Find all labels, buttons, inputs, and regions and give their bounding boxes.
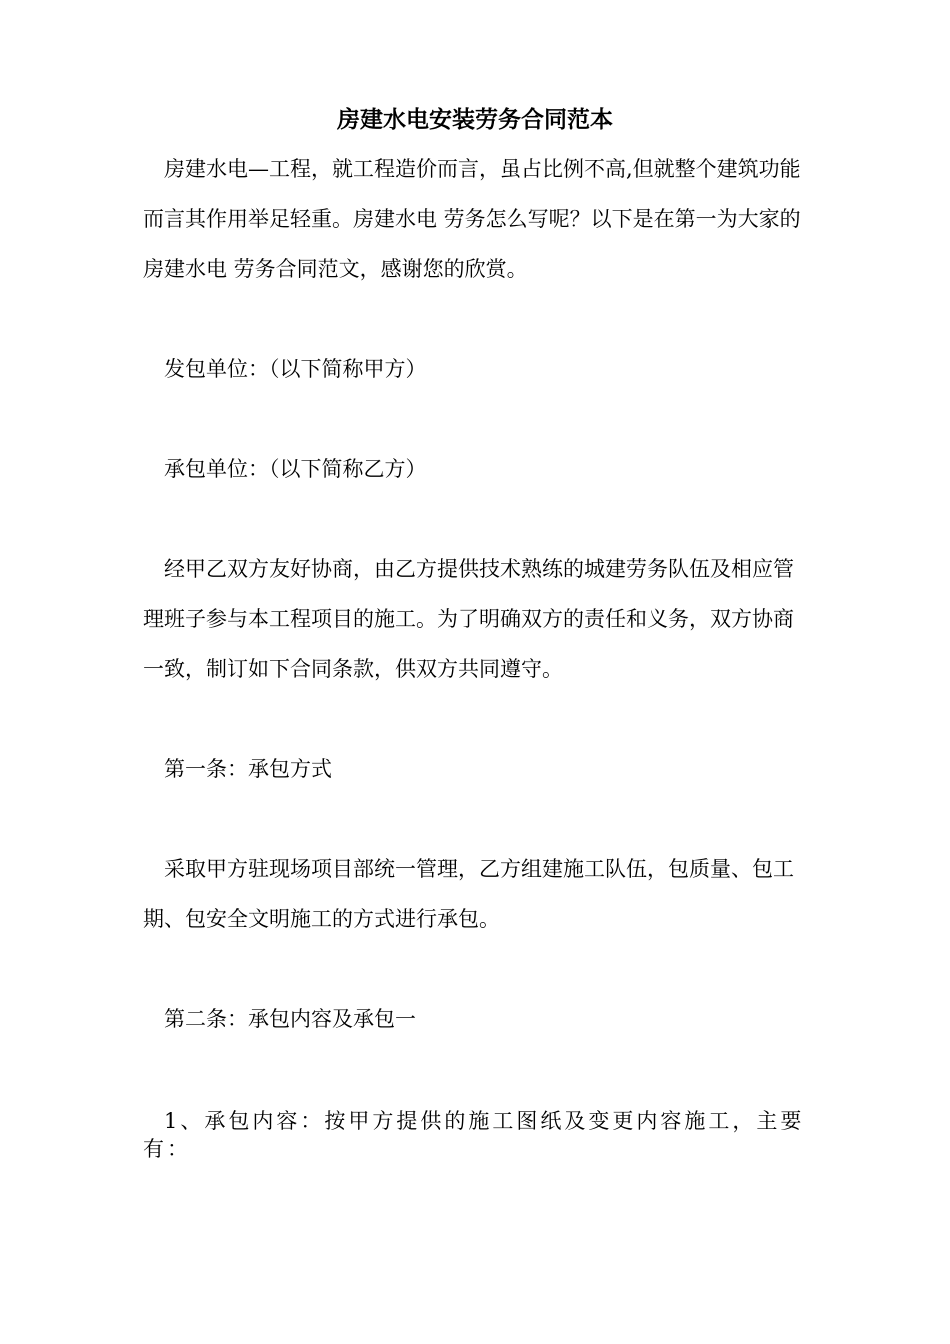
article-two-heading: 第二条：承包内容及承包一 [164,1007,416,1031]
contract-scope-paragraph: 1、承包内容：按甲方提供的施工图纸及变更内容施工，主要有： [143,1109,805,1161]
document-title: 房建水电安装劳务合同范本 [337,106,613,133]
employer-line: 发包单位：（以下简称甲方） [164,357,427,381]
contract-method-paragraph: 采取甲方驻现场项目部统一管理，乙方组建施工队伍，包质量、包工期、包安全文明施工的方式进行承包。 [143,857,794,931]
contractor-line: 承包单位：（以下简称乙方） [164,457,427,481]
agreement-paragraph: 经甲乙双方友好协商，由乙方提供技术熟练的城建劳务队伍及相应管理班子参与本工程项目的施工。为了明确双方的责任和义务，双方协商一致，制订如下合同条款，供双方共同遵守。 [143,557,794,681]
article-one-heading: 第一条：承包方式 [164,757,332,781]
intro-paragraph: 房建水电—工程，就工程造价而言，虽占比例不高,但就整个建筑功能而言其作用举足轻重。房建水电 劳务怎么写呢？以下是在第一为大家的房建水电 劳务合同范文，感谢您的欣赏。 [143,157,801,281]
